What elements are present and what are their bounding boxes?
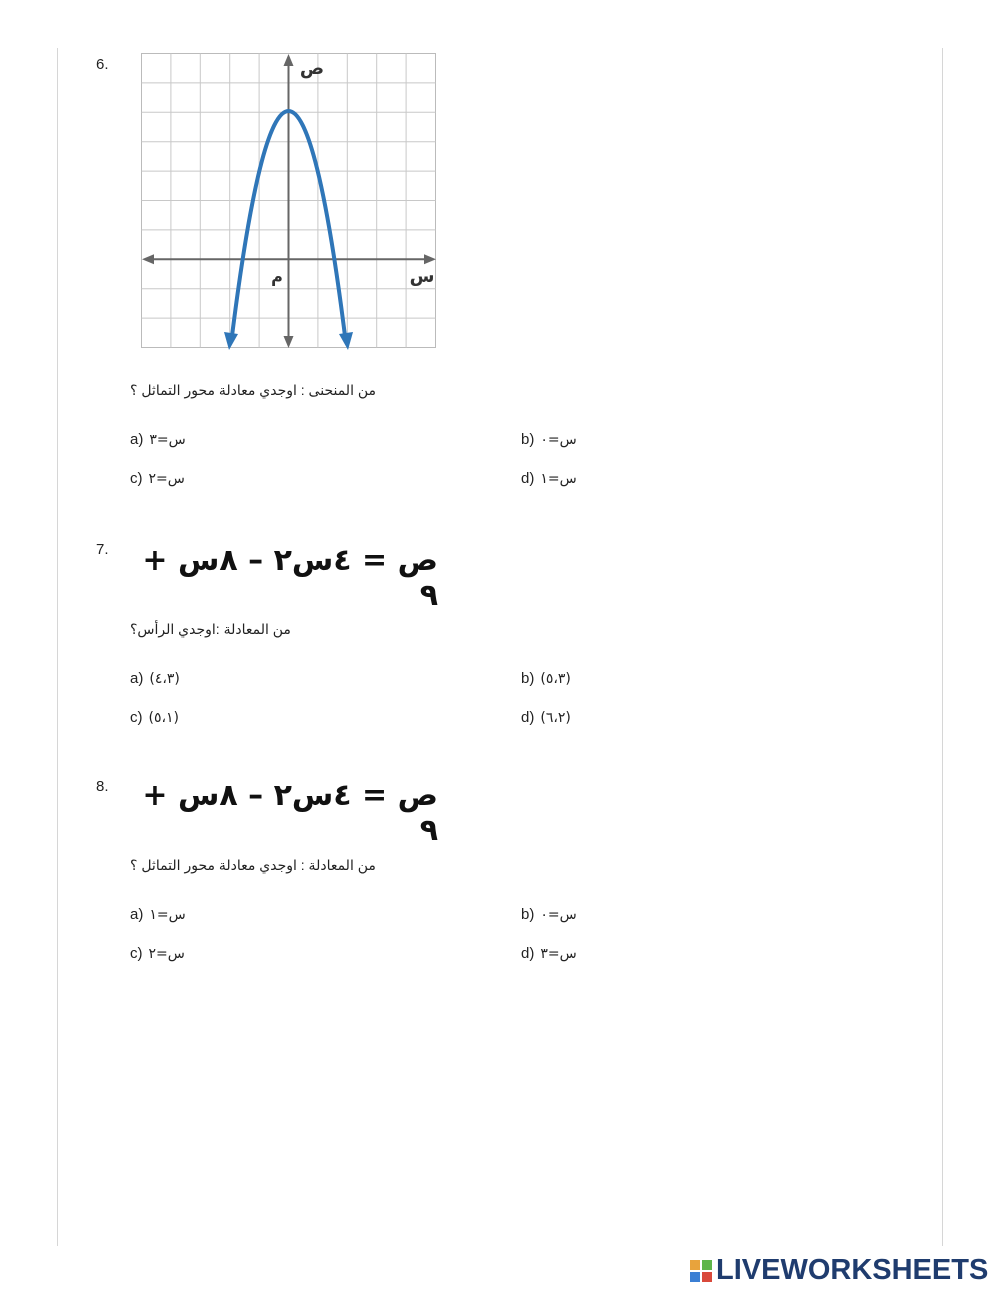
question-prompt: من المعادلة : اوجدي معادلة محور التماثل ؟ — [130, 857, 376, 873]
question-prompt: من المعادلة :اوجدي الرأس؟ — [130, 621, 291, 637]
equation-text: ص = ٤س٢ – ٨س + ٩ — [142, 543, 438, 613]
liveworksheets-logo[interactable] — [690, 1254, 988, 1287]
parabola-graph — [140, 52, 438, 352]
option-d[interactable]: d) س=٣ — [521, 945, 577, 962]
question-number: 8. — [96, 778, 109, 795]
option-b[interactable]: b) س=٠ — [521, 431, 577, 448]
logo-text: LIVEWORKSHEETS — [716, 1254, 989, 1286]
question-prompt: من المنحنى : اوجدي معادلة محور التماثل ؟ — [130, 382, 377, 398]
option-d[interactable]: d) (٦،٢) — [521, 709, 571, 726]
option-c[interactable]: c) س=٢ — [130, 945, 185, 962]
x-axis-label: س — [409, 266, 435, 287]
left-margin-line — [57, 48, 58, 1246]
equation-image — [138, 543, 438, 613]
option-a[interactable]: a) (٤،٣) — [130, 670, 180, 687]
equation-text: ص = ٤س٢ – ٨س + ٩ — [142, 778, 438, 848]
option-d[interactable]: d) س=١ — [521, 470, 577, 487]
option-c[interactable]: c) (٥،١) — [130, 709, 179, 726]
logo-block — [690, 1272, 700, 1282]
logo-block — [702, 1260, 712, 1270]
option-c[interactable]: c) س=٢ — [130, 470, 185, 487]
option-a[interactable]: a) س=١ — [130, 906, 186, 923]
logo-block — [690, 1260, 700, 1270]
logo-block — [702, 1272, 712, 1282]
option-a[interactable]: a) س=٣ — [130, 431, 186, 448]
question-number: 6. — [96, 56, 109, 73]
option-b[interactable]: b) س=٠ — [521, 906, 577, 923]
option-b[interactable]: b) (٥،٣) — [521, 670, 571, 687]
origin-label: م — [271, 267, 283, 286]
logo-blocks-icon — [690, 1260, 712, 1282]
question-number: 7. — [96, 541, 109, 558]
right-margin-line — [942, 48, 943, 1246]
equation-image — [138, 778, 438, 848]
y-axis-label: ص — [299, 58, 325, 79]
